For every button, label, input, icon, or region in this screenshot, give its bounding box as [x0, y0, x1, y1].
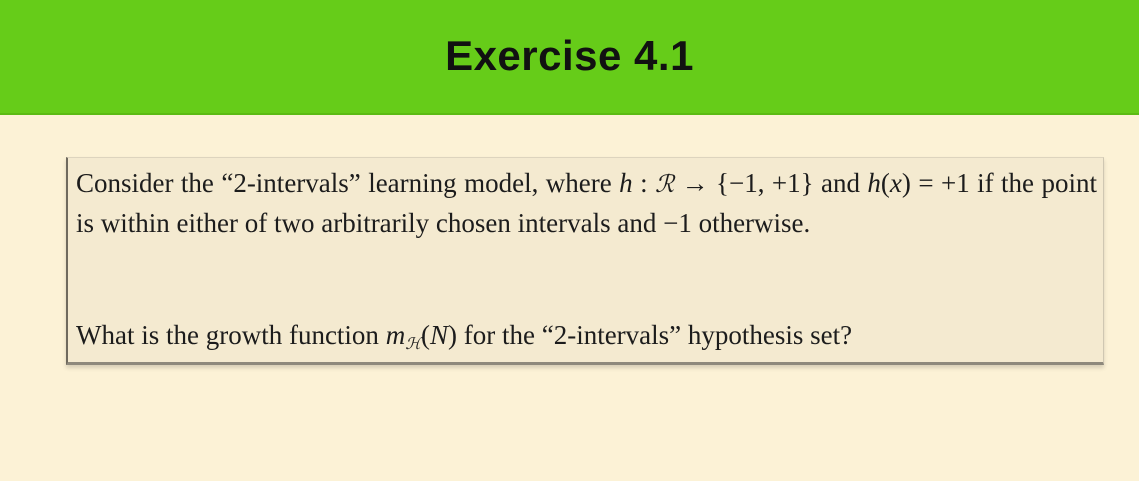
text-segment: ( [421, 320, 430, 350]
math-var-h: h [867, 168, 881, 198]
exercise-paragraph-definition [76, 164, 1097, 243]
text-segment: Consider the “2-intervals” learning model, where [76, 168, 620, 198]
text-segment: ) = +1 if the point is within either of two arbitrarily chosen intervals and −1 otherwise. [76, 168, 1097, 238]
math-var-N: N [430, 320, 449, 350]
math-domain-reals: ℛ [655, 170, 675, 198]
slide-title: Exercise 4.1 [445, 32, 694, 79]
math-var-m: m [385, 320, 406, 350]
title-banner [0, 0, 1139, 115]
text-segment: : [632, 168, 655, 198]
text-segment: What is the growth function [76, 320, 386, 350]
math-var-h: h [619, 168, 633, 198]
text-segment: ) for the “2-intervals” hypothesis set? [448, 320, 853, 350]
exercise-box [66, 157, 1104, 365]
math-subscript-H: ℋ [405, 334, 421, 353]
exercise-paragraph-question [76, 316, 1097, 363]
math-var-x: x [889, 168, 902, 198]
text-segment: ( [880, 168, 890, 198]
text-segment: → {−1, +1} and [674, 168, 868, 198]
